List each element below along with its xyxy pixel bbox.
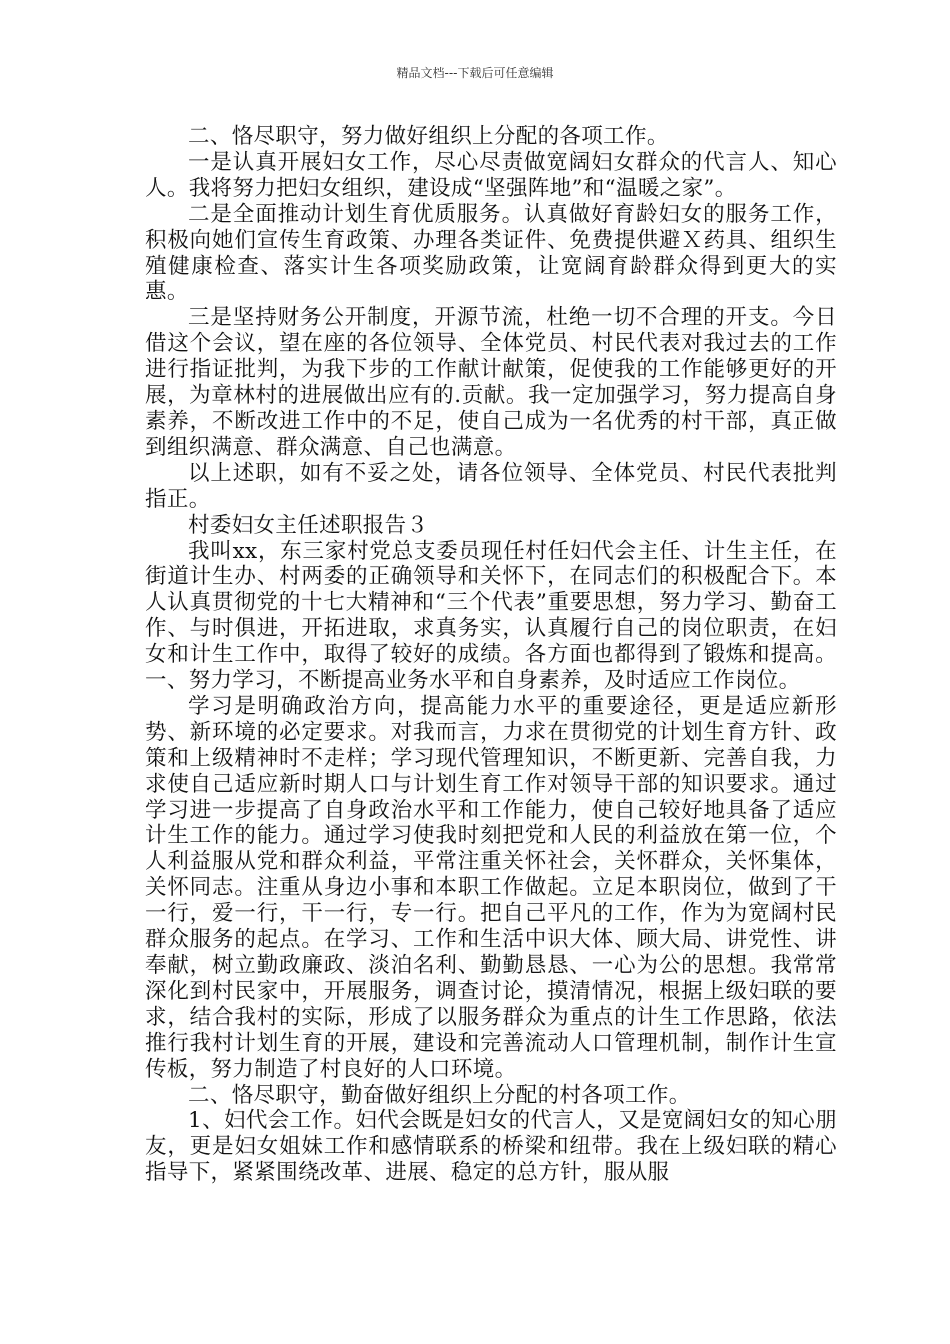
paragraph-finance: 三是坚持财务公开制度，开源节流，杜绝一切不合理的开支。今日借这个会议，望在座的各位领导、全体党员、村民代表对我过去的工作进行指证批判，为我下步的工作献计献策，促使我的工作能够更好的开展，为章林村的进展做出应有的.贡献。我一定加强学习，努力提高自身素养，不断改进工作中的不足，使自己成为一名优秀的村干部，真正做到组织满意、群众满意、自己也满意。 bbox=[145, 305, 837, 460]
report-title-3: 村委妇女主任述职报告３ bbox=[188, 512, 429, 538]
paragraph-study: 学习是明确政治方向，提高能力水平的重要途径，更是适应新形势、新环境的必定要求。对我而言，力求在贯彻党的计划生育方针、政策和上级精神时不走样；学习现代管理知识，不断更新、完善自我，力求使自己适应新时期人口与计划生育工作对领导干部的知识要求。通过学习进一步提高了自身政治水平和工作能力，使自己较好地具备了适应计生工作的能力。通过学习使我时刻把党和人民的利益放在第一位，个人利益服从党和群众利益，平常注重关怀社会，关怀群众，关怀集体，关怀同志。注重从身边小事和本职工作做起。立足本职岗位，做到了干一行，爱一行，干一行，专一行。把自己平凡的工作，作为为宽阔村民群众服务的起点。在学习、工作和生活中识大体、顾大局、讲党性、讲奉献，树立勤政廉政、淡泊名利、勤勤恳恳、一心为公的思想。我常常深化到村民家中，开展服务，调查讨论，摸清情况，根据上级妇联的要求，结合我村的实际，形成了以服务群众为重点的计生工作思路，依法推行我村计划生育的开展，建设和完善流动人口管理机制，制作计生宣传板，努力制造了村良好的人口环境。 bbox=[145, 693, 837, 1082]
paragraph-section-heading-2: 二、恪尽职守，努力做好组织上分配的各项工作。 bbox=[188, 124, 669, 149]
paragraph-closing: 以上述职，如有不妥之处，请各位领导、全体党员、村民代表批判指正。 bbox=[145, 460, 837, 512]
paragraph-family-planning: 二是全面推动计划生育优质服务。认真做好育龄妇女的服务工作，积极向她们宣传生育政策、办理各类证件、免费提供避Ｘ药具、组织生殖健康检查、落实计生各项奖励政策，让宽阔育龄群众得到更大的实惠。 bbox=[145, 201, 837, 305]
paragraph-section-heading-2b: 二、恪尽职守，勤奋做好组织上分配的村各项工作。 bbox=[188, 1082, 691, 1108]
paragraph-womens-congress: 1、妇代会工作。妇代会既是妇女的代言人，又是宽阔妇女的知心朋友，更是妇女姐妹工作和感情联系的桥梁和纽带。我在上级妇联的精心指导下，紧紧围绕改革、进展、稳定的总方针，服从服 bbox=[145, 1108, 837, 1186]
paragraph-introduction: 我叫xx，东三家村党总支委员现任村任妇代会主任、计生主任，在街道计生办、村两委的正确领导和关怀下，在同志们的积极配合下。本人认真贯彻党的十七大精神和“三个代表”重要思想，努力学习、勤奋工作、与时俱进，开拓进取，求真务实，认真履行自己的岗位职责，在妇女和计生工作中，取得了较好的成绩。各方面也都得到了锻炼和提高。一、努力学习，不断提高业务水平和自身素养，及时适应工作岗位。 bbox=[145, 538, 837, 694]
document-body bbox=[145, 124, 837, 1186]
page-header: 精品文档---下载后可任意编辑 bbox=[396, 66, 554, 80]
paragraph-women-work: 一是认真开展妇女工作，尽心尽责做宽阔妇女群众的代言人、知心人。我将努力把妇女组织，建设成“坚强阵地”和“温暖之家”。 bbox=[145, 149, 837, 201]
